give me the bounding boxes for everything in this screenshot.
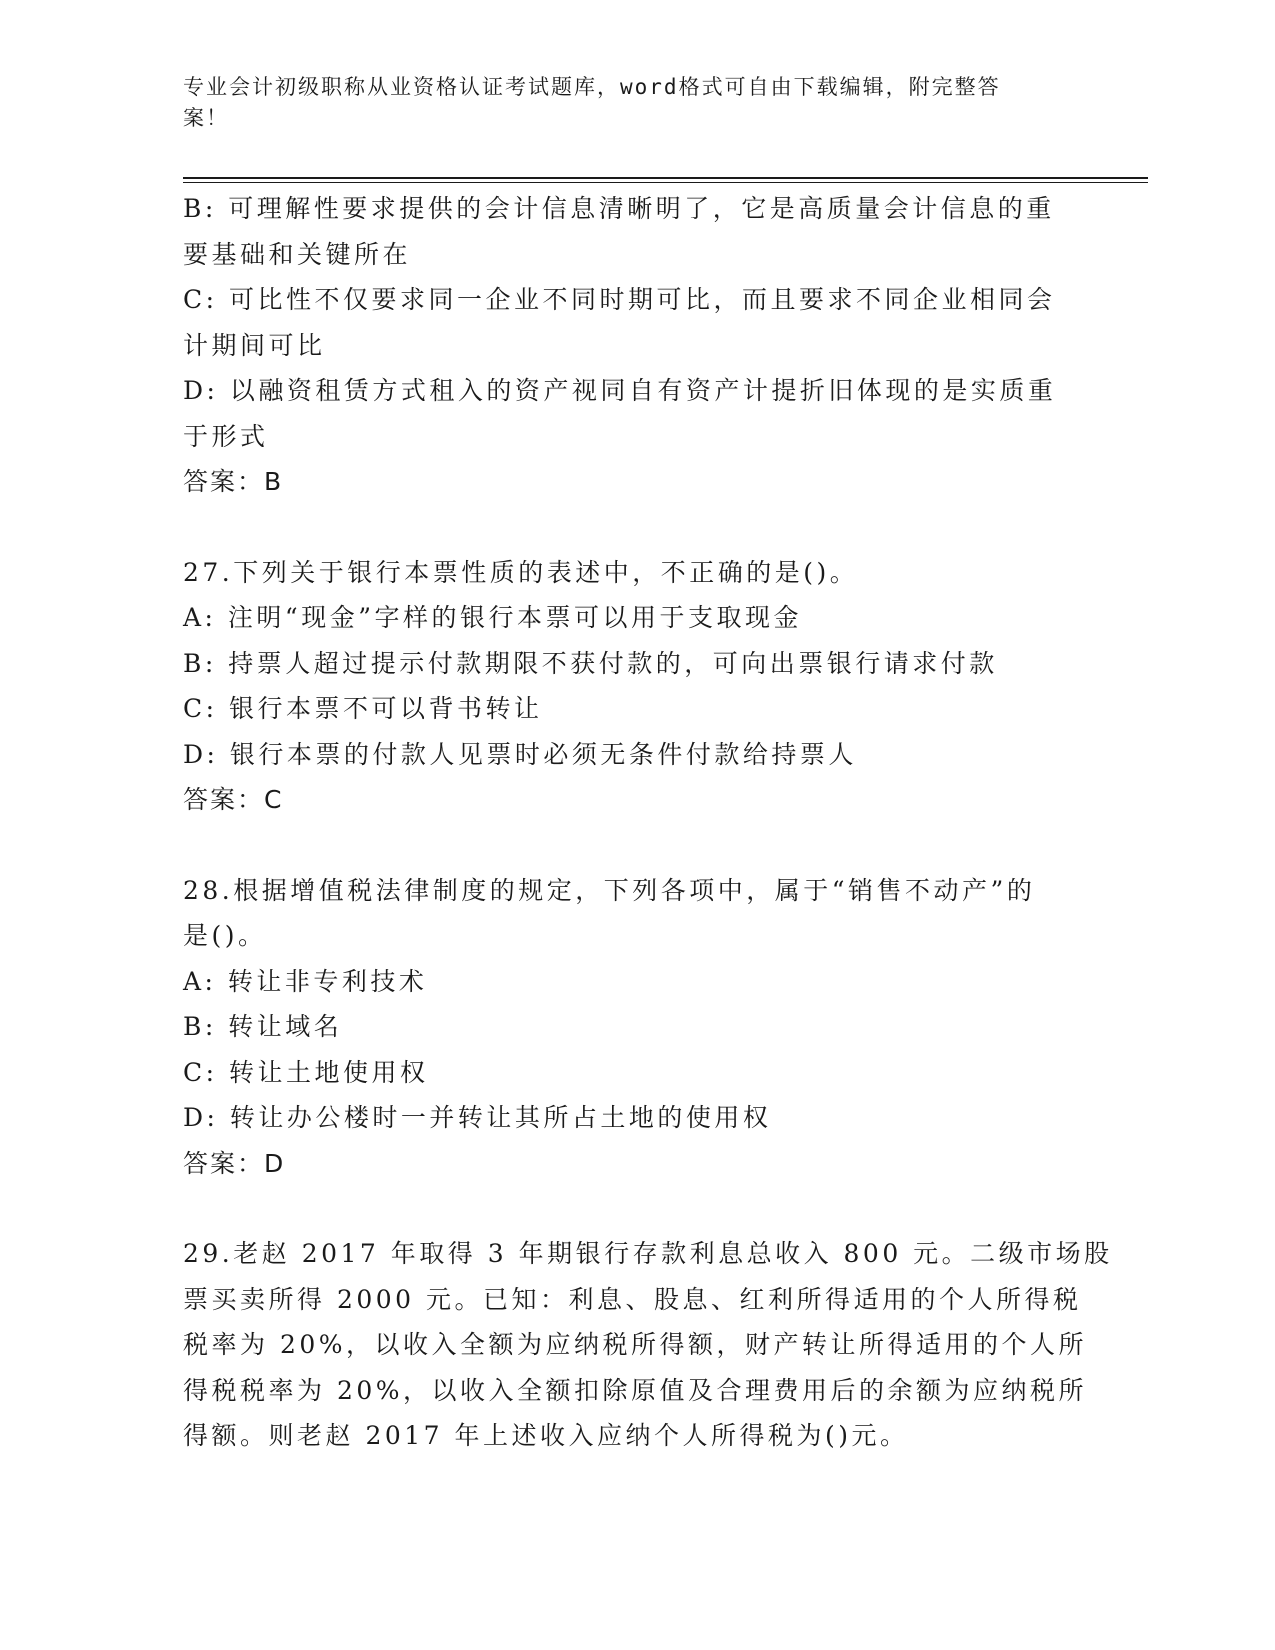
question-28-option-b: B: 转让域名 [183,1012,343,1041]
question-27 [183,550,1073,823]
question-29-stem-line-1: 29.老赵 2017 年取得 3 年期银行存款利息总收入 800 元。二级市场股 [183,1239,1113,1268]
question-29-stem-line-5: 得额。则老赵 2017 年上述收入应纳个人所得税为()元。 [183,1421,909,1450]
question-27-stem: 27.下列关于银行本票性质的表述中，不正确的是()。 [183,557,859,587]
question-27-option-b: B: 持票人超过提示付款期限不获付款的，可向出票银行请求付款 [183,648,998,678]
spacer [183,823,1073,868]
option-d-line-2: 于形式 [183,421,269,451]
question-28 [183,868,1073,1187]
question-29-stem-line-3: 税率为 20%，以收入全额为应纳税所得额，财产转让所得适用的个人所 [183,1330,1088,1359]
option-c-line-1: C: 可比性不仅要求同一企业不同时期可比，而且要求不同企业相同会 [183,285,1056,314]
option-c-line-2: 计期间可比 [183,330,326,360]
answer-27: 答案：C [183,785,284,814]
page-header [183,72,1063,134]
page-content [183,186,1113,1459]
question-29 [183,1231,1113,1459]
answer-26: 答案：B [183,467,284,496]
question-28-option-c: C: 转让土地使用权 [183,1057,429,1087]
question-27-option-d: D: 银行本票的付款人见票时必须无条件付款给持票人 [183,739,857,769]
question-28-option-d: D: 转让办公楼时一并转让其所占土地的使用权 [183,1103,772,1132]
question-29-stem-line-4: 得税税率为 20%，以收入全额扣除原值及合理费用后的余额为应纳税所 [183,1375,1088,1405]
question-28-option-a: A: 转让非专利技术 [183,966,428,996]
question-28-stem-line-2: 是()。 [183,921,267,950]
spacer [183,505,1073,550]
answer-28: 答案：D [183,1148,286,1178]
spacer [183,1186,1073,1231]
option-b-line-1: B: 可理解性要求提供的会计信息清晰明了，它是高质量会计信息的重 [183,194,1055,223]
question-26-tail [183,186,1073,505]
header-divider-thin [183,182,1148,183]
question-27-option-a: A: 注明“现金”字样的银行本票可以用于支取现金 [183,603,802,632]
header-line-2: 案！ [183,106,229,130]
header-divider-thick [183,177,1148,179]
option-d-line-1: D: 以融资租赁方式租入的资产视同自有资产计提折旧体现的是实质重 [183,376,1057,405]
question-29-stem-line-2: 票买卖所得 2000 元。已知：利息、股息、红利所得适用的个人所得税 [183,1284,1082,1314]
header-line-1: 专业会计初级职称从业资格认证考试题库，word格式可自由下载编辑，附完整答 [183,75,1001,99]
question-27-option-c: C: 银行本票不可以背书转让 [183,694,543,723]
option-b-line-2: 要基础和关键所在 [183,239,412,269]
question-28-stem-line-1: 28.根据增值税法律制度的规定，下列各项中，属于“销售不动产”的 [183,875,1036,905]
